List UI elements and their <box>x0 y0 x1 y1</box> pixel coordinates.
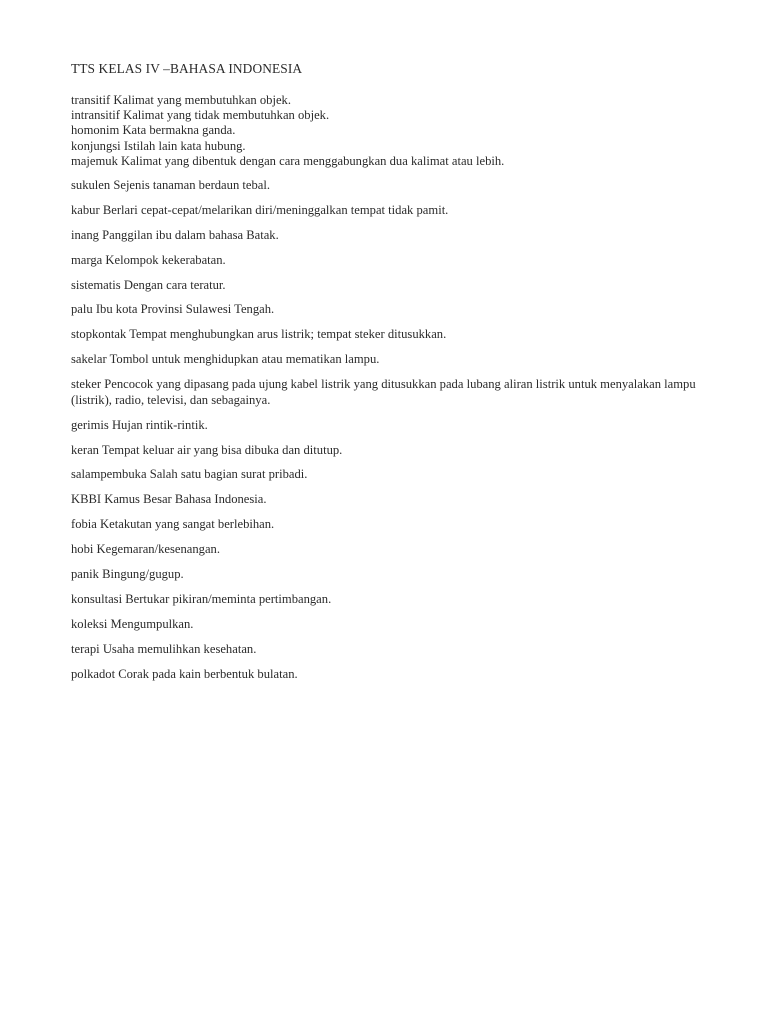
glossary-line <box>71 154 504 169</box>
glossary-entry <box>71 327 701 343</box>
glossary-definition: Kalimat yang membutuhkan objek. <box>113 93 291 107</box>
glossary-definition: Kamus Besar Bahasa Indonesia. <box>104 492 267 507</box>
glossary-definition: Bertukar pikiran/meminta pertimbangan. <box>125 591 332 606</box>
glossary-group-one <box>71 93 504 169</box>
glossary-term: hobi <box>71 542 94 557</box>
glossary-term: keran <box>71 442 99 457</box>
glossary-definition: Kalimat yang dibentuk dengan cara menggabungkan dua kalimat atau lebih. <box>121 153 505 168</box>
glossary-entry <box>71 667 701 683</box>
glossary-entry <box>71 467 701 483</box>
glossary-term: homonim <box>71 123 120 138</box>
glossary-term: transitif <box>71 93 111 107</box>
document-title: TTS KELAS IV –BAHASA INDONESIA <box>71 61 303 76</box>
glossary-entries <box>71 178 701 691</box>
glossary-entry <box>71 492 701 508</box>
glossary-definition: Mengumpulkan. <box>110 616 194 631</box>
glossary-entry <box>71 517 701 533</box>
glossary-entry <box>71 642 701 658</box>
glossary-term: marga <box>71 252 103 267</box>
glossary-definition: Tempat menghubungkan arus listrik; tempat steker ditusukkan. <box>129 327 447 342</box>
glossary-definition: Kelompok kekerabatan. <box>105 252 226 267</box>
glossary-line <box>71 93 504 108</box>
glossary-definition: Ibu kota Provinsi Sulawesi Tengah. <box>95 302 275 317</box>
glossary-definition: Kalimat yang tidak membutuhkan objek. <box>123 108 330 123</box>
glossary-definition: Panggilan ibu dalam bahasa Batak. <box>102 227 279 242</box>
glossary-term: KBBI <box>71 492 102 507</box>
glossary-term: polkadot <box>71 666 116 681</box>
glossary-definition: Hujan rintik-rintik. <box>111 417 208 432</box>
glossary-term: terapi <box>71 641 100 656</box>
glossary-definition: Tombol untuk menghidupkan atau mematikan lampu. <box>109 352 380 367</box>
glossary-definition: Kata bermakna ganda. <box>122 123 236 138</box>
glossary-entry <box>71 278 701 294</box>
glossary-entry <box>71 617 701 633</box>
glossary-line <box>71 108 504 123</box>
glossary-entry <box>71 178 701 194</box>
glossary-term: panik <box>71 566 99 581</box>
glossary-term: gerimis <box>71 417 109 432</box>
glossary-definition: Dengan cara teratur. <box>123 277 226 292</box>
glossary-term: koleksi <box>71 616 108 631</box>
glossary-term: palu <box>71 302 93 317</box>
glossary-term: sukulen <box>71 178 111 192</box>
glossary-term: majemuk <box>71 153 118 168</box>
glossary-line <box>71 139 504 154</box>
glossary-entry <box>71 592 701 608</box>
glossary-definition: Pencocok yang dipasang pada ujung kabel listrik yang ditusukkan pada lubang aliran listrik untuk menyalakan lampu (listrik), radio, televisi, dan sebagainya. <box>71 377 696 407</box>
glossary-term: konsultasi <box>71 591 123 606</box>
glossary-entry <box>71 377 701 408</box>
glossary-entry <box>71 352 701 368</box>
glossary-definition: Istilah lain kata hubung. <box>123 138 246 153</box>
glossary-term: salampembuka <box>71 467 147 482</box>
glossary-entry <box>71 302 701 318</box>
glossary-entry <box>71 443 701 459</box>
glossary-entry <box>71 228 701 244</box>
glossary-term: steker <box>71 377 102 392</box>
glossary-term: intransitif <box>71 108 120 123</box>
glossary-line <box>71 123 504 138</box>
glossary-definition: Bingung/gugup. <box>102 566 184 581</box>
glossary-entry <box>71 418 701 434</box>
glossary-term: inang <box>71 227 99 242</box>
glossary-entry <box>71 567 701 583</box>
glossary-term: sakelar <box>71 352 107 367</box>
glossary-entry <box>71 542 701 558</box>
glossary-definition: Berlari cepat-cepat/melarikan diri/meninggalkan tempat tidak pamit. <box>102 202 449 217</box>
glossary-term: sistematis <box>71 277 121 292</box>
glossary-entry <box>71 203 701 219</box>
glossary-definition: Tempat keluar air yang bisa dibuka dan ditutup. <box>101 442 343 457</box>
glossary-definition: Salah satu bagian surat pribadi. <box>149 467 308 482</box>
glossary-term: fobia <box>71 517 97 532</box>
glossary-definition: Usaha memulihkan kesehatan. <box>102 641 257 656</box>
glossary-definition: Corak pada kain berbentuk bulatan. <box>118 666 298 681</box>
glossary-term: stopkontak <box>71 327 127 342</box>
glossary-entry <box>71 253 701 269</box>
glossary-definition: Ketakutan yang sangat berlebihan. <box>100 517 275 532</box>
glossary-term: konjungsi <box>71 138 121 153</box>
glossary-definition: Kegemaran/kesenangan. <box>96 542 220 557</box>
glossary-term: kabur <box>71 202 100 217</box>
glossary-definition: Sejenis tanaman berdaun tebal. <box>113 178 271 192</box>
